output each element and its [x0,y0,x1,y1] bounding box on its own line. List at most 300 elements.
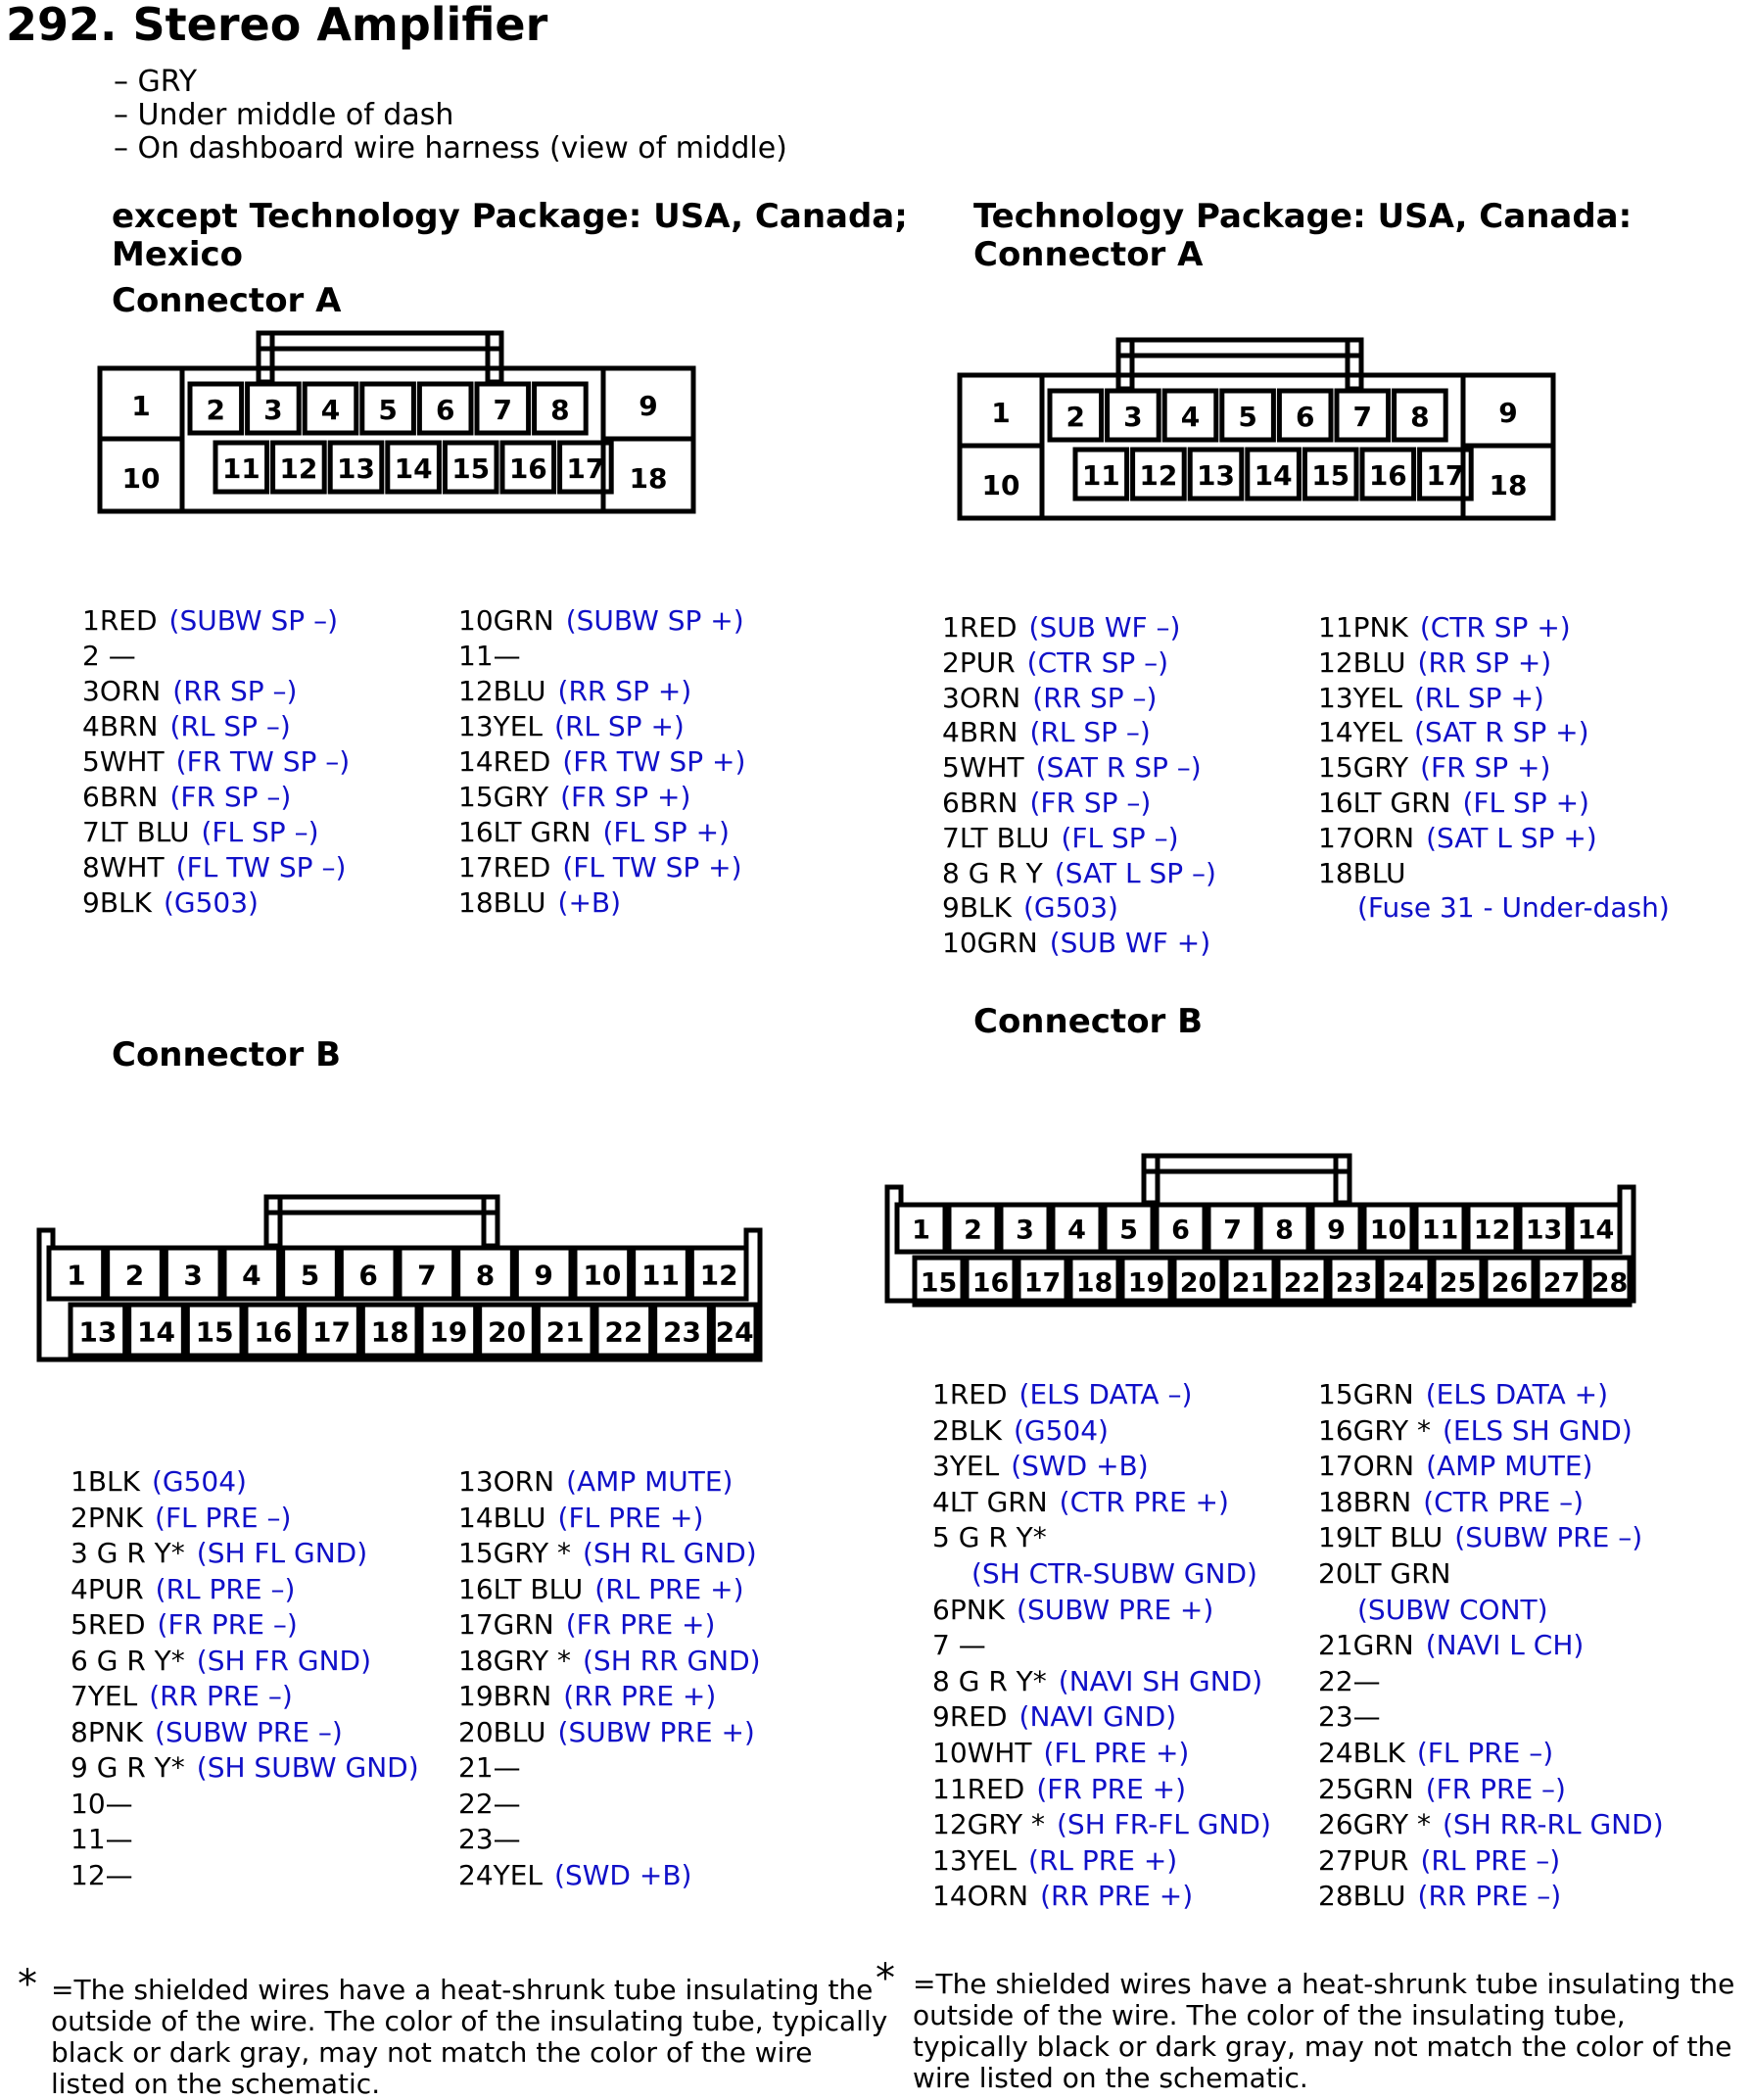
pin-wire-color: 2PUR [942,645,1016,679]
pin-row [71,1822,133,1857]
pin-row [1318,786,1589,821]
pin-function: (RL SP –) [169,710,291,742]
pin-wire-color: 16LT BLU [458,1572,584,1605]
pin-wire-color: 17RED [458,851,551,883]
pin-row [942,610,1180,645]
pin-wire-color: 14RED [458,745,551,778]
pin-number-label: 14 [394,453,433,485]
pin-number-label: 7 [1352,401,1373,433]
pin-wire-color: 22— [458,1787,521,1820]
pin-wire-color: 6PNK [932,1593,1006,1626]
pin-row [458,1644,761,1679]
pin-wire-color: 11— [71,1823,133,1855]
pin-function: (FL SP +) [1462,787,1589,819]
pin-wire-color: 11PNK [1318,611,1408,644]
pin-wire-color: 21GRN [1318,1629,1414,1662]
pin-number-label: 15 [451,453,491,485]
pin-function: (CTR SP –) [1026,645,1169,679]
intro-line: – Under middle of dash [114,98,454,132]
pin-wire-color: 3YEL [932,1450,1000,1483]
pin-wire-color: 8 G R Y* [932,1664,1047,1697]
pin-function: (RL PRE +) [594,1572,744,1605]
pin-number-label: 11 [641,1259,680,1292]
pin-row [1318,1520,1642,1555]
pin-function: (SUBW SP –) [168,604,339,637]
pin-number-label: 6 [358,1259,378,1292]
pin-wire-color: 8WHT [82,851,165,883]
pin-wire-color: 18BLU [1318,856,1406,889]
pin-function: (SUBW PRE –) [1454,1521,1643,1554]
pin-number-label: 13 [1525,1215,1563,1246]
pin-function: (RR PRE –) [149,1680,293,1712]
pin-function: (NAVI L CH) [1425,1629,1585,1662]
pin-row [1318,821,1597,856]
pin-wire-color: 18BRN [1318,1485,1412,1518]
pin-wire-color: 10WHT [932,1737,1032,1769]
pin-number-label: 10 [1369,1215,1407,1246]
pin-wire-color: 5WHT [82,745,165,778]
pin-number-label: 9 [534,1259,553,1292]
pin-row [932,1485,1229,1520]
pin-function: (ELS DATA +) [1425,1378,1609,1410]
pin-function: (RL SP –) [1029,716,1151,749]
left-footnote [18,1962,889,2100]
pin-row [458,815,730,850]
footnote-star: * [18,1962,37,2007]
pin-row [71,1644,371,1679]
pin-row [458,885,621,921]
pin-row [458,674,691,709]
pin-row [82,850,346,885]
pin-function: (SH RL GND) [583,1537,757,1569]
pin-function: (+B) [557,886,622,919]
pin-number-label: 4 [242,1259,261,1292]
pin-number-label: 10 [583,1259,622,1292]
pin-wire-color: 6 G R Y* [71,1644,185,1677]
pin-row [458,1858,691,1893]
pin-wire-color: 1RED [932,1378,1008,1410]
pin-number-label: 21 [545,1315,585,1349]
pin-row [1318,610,1571,645]
pin-number-label: 7 [493,394,513,426]
pin-number-label: 11 [221,453,260,485]
pin-function: (SH SUBW GND) [196,1751,419,1784]
pin-function: (SH FR GND) [196,1644,372,1677]
pin-number-label: 16 [1368,459,1407,492]
pin-wire-color: 7 — [932,1629,986,1662]
pin-wire-color: 20LT GRN [1318,1557,1451,1590]
pin-row [458,603,744,639]
page-title: 292. Stereo Amplifier [6,0,548,51]
pin-row [71,1572,295,1607]
pin-number-label: 17 [1426,459,1465,492]
pin-function: (SUB WF –) [1028,611,1181,644]
pin-number-label: 4 [1180,401,1201,433]
pin-function: (AMP MUTE) [1426,1450,1593,1483]
pin-row [458,780,690,815]
pin-row [458,1536,757,1571]
pin-function: (Fuse 31 - Under-dash) [1357,891,1670,925]
pin-number-label: 5 [378,394,398,426]
pin-number-label: 2 [124,1259,145,1292]
right-heading: Technology Package: USA, Canada: Connector A [973,197,1633,275]
pin-function: (FL PRE –) [1416,1737,1554,1769]
pin-number-label: 11 [1081,459,1120,492]
pin-wire-color: 4BRN [82,710,159,742]
pin-function: (SH RR-RL GND) [1443,1808,1664,1841]
pin-number-label: 15 [1311,459,1350,492]
intro-line: – GRY [114,65,198,99]
pin-wire-color: 10— [71,1787,133,1820]
pin-function: (RL PRE +) [1028,1843,1178,1877]
pin-wire-color: 25GRN [1318,1772,1414,1805]
pin-number-label: 9 [639,390,658,422]
pin-row [458,1572,744,1607]
pin-row [71,1715,343,1750]
right-connector-a-diagram [956,340,1661,536]
pin-row [82,674,297,709]
pin-row [1318,1807,1664,1842]
pin-function: (FR PRE –) [1425,1772,1566,1805]
pin-wire-color: 19BRN [458,1680,552,1712]
pin-number-label: 14 [1254,459,1293,492]
pin-row [1318,1485,1584,1520]
pin-row [458,1464,733,1500]
pin-row [458,1750,521,1786]
pin-function: (FL PRE –) [155,1501,292,1534]
pin-wire-color: 14YEL [1318,716,1403,749]
left-connector-b-diagram [35,1197,780,1379]
pin-row [458,1679,716,1714]
pin-wire-color: 9BLK [942,891,1012,925]
pin-number-label: 22 [604,1315,643,1349]
pin-row [82,885,259,921]
pin-wire-color: 19LT BLU [1318,1521,1444,1554]
pin-wire-color: 16GRY * [1318,1413,1431,1447]
pin-row [1318,1772,1566,1807]
pin-function: (G504) [151,1465,247,1498]
pin-function: (SUBW PRE –) [155,1715,343,1748]
pin-number-label: 4 [320,394,341,426]
pin-wire-color: 16LT GRN [1318,787,1451,819]
pin-wire-color: 27PUR [1318,1843,1409,1877]
footnote-star: * [876,1956,895,2001]
pin-number-label: 9 [1327,1215,1346,1246]
right-footnote-text: =The shielded wires have a heat-shrunk tube insulating the outside of the wire. The color of the insulating tube, typically black or dark gray, may not match the color of the wire listed on the schematic. [913,1968,1735,2094]
pin-number-label: 13 [78,1315,118,1349]
pin-row [458,1822,521,1857]
pin-number-label: 8 [550,394,570,426]
pin-row [1318,1699,1381,1735]
pin-wire-color: 22— [1318,1664,1381,1697]
pin-row [1318,1413,1633,1449]
pin-number-label: 18 [629,462,668,495]
pin-number-label: 17 [566,453,605,485]
pin-row [942,856,1216,891]
pin-wire-color: 5WHT [942,751,1024,785]
pin-wire-color: 2BLK [932,1413,1002,1447]
pin-row [71,1858,133,1893]
pin-row [942,681,1157,716]
pin-row [82,603,338,639]
pin-function: (SWD +B) [1011,1450,1149,1483]
pin-function: (G503) [1022,891,1118,925]
pin-number-label: 16 [254,1315,293,1349]
pin-function: (SH RR GND) [583,1644,761,1677]
pin-wire-color: 7YEL [71,1680,138,1712]
pin-wire-color: 2PNK [71,1501,144,1534]
pin-row [932,1520,1047,1555]
right-connector-b-label: Connector B [973,1002,1204,1041]
pin-row [1318,1736,1553,1771]
pin-wire-color: 17ORN [1318,1450,1415,1483]
pin-row [1318,890,1670,926]
pin-wire-color: 14BLU [458,1501,546,1534]
pin-row [942,750,1202,786]
pin-function: (FR SP –) [1029,787,1152,819]
pin-wire-color: 18GRY * [458,1644,571,1677]
pin-row [458,850,742,885]
pin-wire-color: 13YEL [932,1843,1018,1877]
pin-row [932,1449,1149,1484]
pin-row [71,1464,247,1500]
pin-function: (SH FL GND) [196,1537,368,1569]
pin-row [942,645,1168,681]
pin-wire-color: 1RED [942,611,1018,644]
pin-number-label: 13 [1197,459,1235,492]
pin-row [1318,1449,1592,1484]
pin-number-label: 1 [912,1215,930,1246]
pin-number-label: 20 [488,1315,526,1349]
pin-row [82,815,319,850]
pin-row [932,1736,1189,1771]
pin-number-label: 1 [131,390,151,422]
pin-row [82,780,291,815]
pin-function: (FR TW SP –) [175,745,351,778]
pin-number-label: 26 [1491,1267,1529,1299]
pin-function: (SAT R SP +) [1414,716,1589,749]
pin-wire-color: 11RED [932,1772,1025,1805]
pin-number-label: 24 [1387,1267,1425,1299]
pin-wire-color: 15GRY [458,781,549,813]
pin-function: (FL SP –) [1061,821,1179,854]
pin-number-label: 18 [1075,1267,1113,1299]
pin-wire-color: 24BLK [1318,1737,1405,1769]
pin-row [932,1628,986,1663]
pin-row [1318,1664,1381,1699]
pin-row [932,1699,1176,1735]
pin-wire-color: 12BLU [1318,645,1406,679]
pin-number-label: 8 [475,1259,496,1292]
pin-function: (ELS DATA –) [1018,1378,1193,1410]
pin-function: (RL PRE –) [155,1572,296,1605]
pin-row [71,1787,133,1822]
pin-wire-color: 23— [1318,1700,1381,1734]
pin-number-label: 19 [429,1315,468,1349]
pin-function: (RL SP +) [1414,681,1544,714]
pin-wire-color: 2 — [82,640,136,672]
pin-wire-color: 18BLU [458,886,546,919]
pin-wire-color: 17ORN [1318,821,1415,854]
pin-wire-color: 5 G R Y* [932,1521,1047,1554]
pin-function: (SWD +B) [554,1858,692,1891]
pin-number-label: 27 [1542,1267,1581,1299]
pin-row [942,926,1210,961]
pin-function: (CTR PRE –) [1423,1485,1585,1518]
pin-wire-color: 16LT GRN [458,816,592,848]
pin-number-label: 1 [991,397,1011,429]
pin-function: (CTR PRE +) [1059,1485,1229,1518]
pin-number-label: 10 [121,462,161,495]
pin-function: (RR SP +) [1417,645,1552,679]
pin-wire-color: 6BRN [82,781,159,813]
pin-number-label: 8 [1275,1215,1294,1246]
pin-wire-color: 9RED [932,1700,1008,1734]
pin-function: (RR PRE +) [1040,1880,1194,1913]
pin-number-label: 17 [312,1315,351,1349]
pin-number-label: 28 [1590,1267,1629,1299]
pin-row [932,1772,1186,1807]
pin-row [932,1556,1257,1592]
pin-row [942,890,1118,926]
pin-wire-color: 23— [458,1823,521,1855]
pin-function: (CTR SP +) [1419,611,1571,644]
pin-row [458,1501,703,1536]
pin-function: (FL PRE +) [1043,1737,1190,1769]
pin-wire-color: 10GRN [458,604,554,637]
pin-number-label: 5 [1238,401,1257,433]
pin-function: (SUBW PRE +) [1017,1593,1214,1626]
pin-number-label: 3 [263,394,283,426]
pin-number-label: 12 [1139,459,1178,492]
pin-function: (FR SP +) [560,781,691,813]
pin-number-label: 12 [279,453,318,485]
pin-number-label: 12 [1473,1215,1511,1246]
pin-wire-color: 3ORN [942,681,1021,714]
pin-wire-color: 1RED [82,604,158,637]
pin-row [1318,1879,1561,1914]
pin-wire-color: 10GRN [942,927,1038,960]
pin-number-label: 25 [1439,1267,1477,1299]
pin-row [1318,1556,1450,1592]
pin-wire-color: 20BLU [458,1715,546,1748]
pin-function: (FL TW SP –) [175,851,347,883]
left-footnote-text: =The shielded wires have a heat-shrunk tube insulating the outside of the wire. The color of the insulating tube, typically black or dark gray, may not match the color of the wire listed on the schematic. [51,1974,888,2100]
intro-line: – On dashboard wire harness (view of middle) [114,131,787,166]
pin-number-label: 17 [1023,1267,1062,1299]
pin-wire-color: 15GRN [1318,1378,1414,1410]
pin-wire-color: 3ORN [82,675,162,707]
pin-wire-color: 26GRY * [1318,1808,1431,1841]
pin-row [458,1607,715,1643]
pin-function: (FR TW SP +) [562,745,746,778]
pin-function: (RR SP +) [557,675,692,707]
pin-number-label: 16 [971,1267,1010,1299]
pin-function: (SUB WF +) [1049,927,1211,960]
left-connector-a-diagram [96,333,801,529]
pin-number-label: 3 [183,1259,203,1292]
pin-function: (G503) [163,886,259,919]
pin-row [1318,715,1589,750]
pin-function: (FL SP +) [602,816,730,848]
right-footnote [876,1956,1747,2094]
pin-wire-color: 9 G R Y* [71,1751,185,1784]
pin-row [458,744,745,780]
pin-wire-color: 6BRN [942,787,1018,819]
pin-wire-color: 14ORN [932,1880,1029,1913]
pin-number-label: 10 [981,469,1020,501]
pin-function: (SUBW CONT) [1357,1593,1548,1626]
pin-function: (SUBW PRE +) [557,1715,755,1748]
pin-function: (FR PRE +) [565,1608,716,1641]
pin-number-label: 2 [1065,401,1086,433]
pin-row [942,786,1151,821]
pin-row [932,1377,1192,1412]
pin-row [1318,1593,1548,1628]
pin-function: (G504) [1013,1413,1109,1447]
pin-number-label: 22 [1283,1267,1321,1299]
left-connector-b-label: Connector B [112,1035,342,1074]
pin-wire-color: 8 G R Y [942,856,1043,889]
pin-function: (FR SP –) [169,781,292,813]
pin-wire-color: 21— [458,1751,521,1784]
pin-wire-color: 9BLK [82,886,152,919]
pin-wire-color: 13YEL [458,710,544,742]
pin-number-label: 8 [1410,401,1430,433]
pin-number-label: 4 [1067,1215,1086,1246]
pin-number-label: 11 [1421,1215,1459,1246]
pin-row [1318,1628,1584,1663]
pin-number-label: 21 [1231,1267,1269,1299]
pin-number-label: 18 [370,1315,409,1349]
pin-number-label: 3 [1016,1215,1034,1246]
pin-function: (SH FR-FL GND) [1057,1808,1271,1841]
pin-function: (SUBW SP +) [565,604,744,637]
pin-row [932,1879,1193,1914]
pin-row [942,821,1179,856]
pin-wire-color: 12BLU [458,675,546,707]
pin-number-label: 5 [300,1259,320,1292]
pin-row [1318,1377,1608,1412]
pin-row [932,1593,1213,1628]
pin-wire-color: 28BLU [1318,1880,1406,1913]
pin-wire-color: 8PNK [71,1715,144,1748]
pin-function: (SAT L SP –) [1054,856,1216,889]
pin-function: (FL PRE +) [557,1501,704,1534]
pin-number-label: 14 [1577,1215,1615,1246]
pin-number-label: 7 [1223,1215,1242,1246]
pin-row [1318,1843,1560,1879]
pin-wire-color: 1BLK [71,1465,140,1498]
pin-row [71,1679,293,1714]
pin-wire-color: 11— [458,640,521,672]
pin-row [71,1607,298,1643]
pin-row [942,715,1151,750]
pin-function: (RL PRE –) [1420,1843,1561,1877]
pin-row [1318,645,1551,681]
pin-row [1318,856,1406,891]
pin-row [458,639,521,674]
pin-function: (AMP MUTE) [566,1465,734,1498]
right-connector-b-diagram [883,1156,1653,1320]
pin-function: (RR SP –) [172,675,298,707]
pin-row [932,1807,1271,1842]
pin-number-label: 20 [1179,1267,1217,1299]
pin-wire-color: 15GRY [1318,751,1409,785]
pin-number-label: 23 [1335,1267,1373,1299]
pin-number-label: 16 [508,453,547,485]
pin-row [1318,750,1550,786]
